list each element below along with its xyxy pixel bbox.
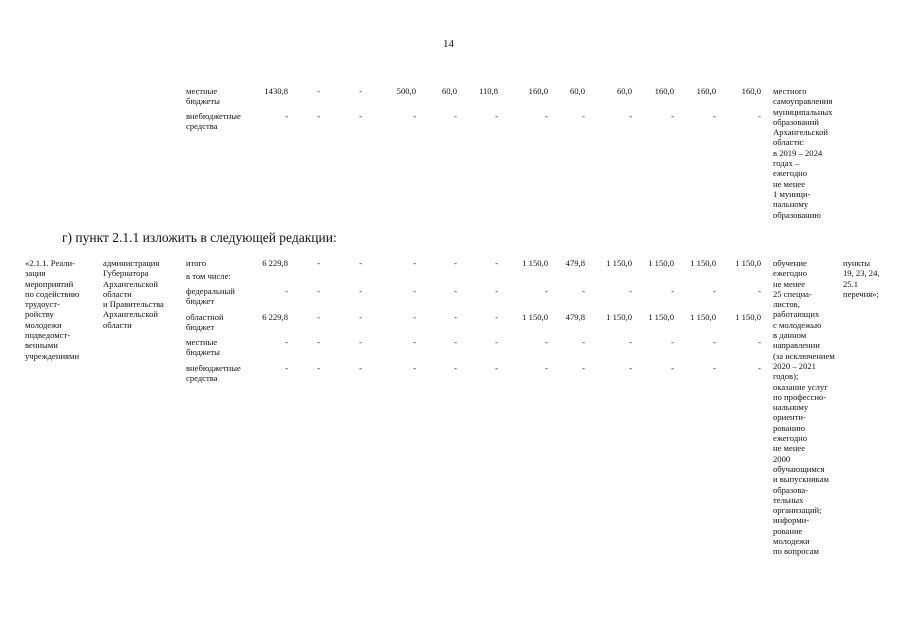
value-cell-col-3: - [359, 337, 362, 347]
value-cell-col-6: - [495, 258, 498, 268]
value-cell-col-9: 1 150,0 [606, 312, 632, 322]
value-cell-col-11: - [713, 286, 716, 296]
value-cell-col-1: - [285, 363, 288, 373]
result-cell-bottom: обучение ежегодно не менее 25 специа- листов, работающих с молодежью в данном направлении (за исключением 2020 – 2021 годов); оказание услуг по профессио- нальному ориенти- рованию ежегодно не менее 2000 обучающимся и выпускникам образова- тельных организаций; информи- рование молодежи по вопросам [773, 258, 835, 557]
value-cell-col-7: - [545, 286, 548, 296]
value-cell-col-3: - [359, 312, 362, 322]
value-cell-col-11: 1 150,0 [690, 312, 716, 322]
value-cell-col-7: - [545, 337, 548, 347]
value-cell-col-3: - [359, 111, 362, 121]
value-cell-col-5: - [454, 111, 457, 121]
value-cell-col-9: - [629, 286, 632, 296]
value-cell-col-2: - [317, 86, 320, 96]
value-cell-col-9: 1 150,0 [606, 258, 632, 268]
value-cell-col-10: - [671, 111, 674, 121]
row-label-extrabudgetary-2: внебюджетные средства [186, 363, 241, 384]
value-cell-col-5: - [454, 286, 457, 296]
value-cell-col-5: - [454, 312, 457, 322]
value-cell-col-10: 1 150,0 [648, 258, 674, 268]
value-cell-col-12: - [758, 363, 761, 373]
value-cell-col-9: - [629, 363, 632, 373]
value-cell-col-5: - [454, 363, 457, 373]
value-cell-col-8: 60,0 [569, 86, 585, 96]
value-cell-col-12: - [758, 286, 761, 296]
value-cell-col-12: - [758, 111, 761, 121]
value-cell-col-11: - [713, 363, 716, 373]
value-cell-col-12: 160,0 [741, 86, 761, 96]
value-cell-col-4: - [413, 258, 416, 268]
value-cell-col-5: - [454, 258, 457, 268]
value-cell-col-2: - [317, 258, 320, 268]
value-cell-col-1: - [285, 111, 288, 121]
value-cell-col-4: - [413, 337, 416, 347]
value-cell-col-4: - [413, 286, 416, 296]
value-cell-col-12: 1 150,0 [735, 258, 761, 268]
value-cell-col-3: - [359, 258, 362, 268]
value-cell-col-8: - [582, 111, 585, 121]
section-heading: г) пункт 2.1.1 изложить в следующей редакции: [62, 230, 337, 245]
value-cell-col-5: 60,0 [441, 86, 457, 96]
value-cell-col-10: - [671, 337, 674, 347]
value-cell-col-7: 160,0 [528, 86, 548, 96]
value-cell-col-7: - [545, 363, 548, 373]
value-cell-col-2: - [317, 111, 320, 121]
row-label-including: в том числе: [186, 271, 231, 281]
value-cell-col-9: - [629, 111, 632, 121]
points-cell: пункты 19, 23, 24, 25.1 перечня»; [843, 258, 880, 299]
page-number: 14 [443, 38, 454, 50]
value-cell-col-7: 1 150,0 [522, 312, 548, 322]
value-cell-col-7: 1 150,0 [522, 258, 548, 268]
value-cell-col-10: 160,0 [654, 86, 674, 96]
value-cell-col-11: - [713, 337, 716, 347]
value-cell-col-12: 1 150,0 [735, 312, 761, 322]
value-cell-col-4: - [413, 312, 416, 322]
row-label-extrabudgetary: внебюджетные средства [186, 111, 241, 132]
value-cell-col-2: - [317, 363, 320, 373]
value-cell-col-3: - [359, 363, 362, 373]
value-cell-col-11: 1 150,0 [690, 258, 716, 268]
value-cell-col-4: 500,0 [396, 86, 416, 96]
row-label-total: итого [186, 258, 207, 268]
measure-name-cell: «2.1.1. Реали- зация мероприятий по содействию трудоуст- ройству молодежи подведомст- венными учреждениями [25, 258, 80, 361]
value-cell-col-2: - [317, 312, 320, 322]
value-cell-col-4: - [413, 111, 416, 121]
value-cell-col-11: - [713, 111, 716, 121]
value-cell-col-4: - [413, 363, 416, 373]
value-cell-col-9: - [629, 337, 632, 347]
value-cell-col-12: - [758, 337, 761, 347]
value-cell-col-8: - [582, 337, 585, 347]
value-cell-col-1: - [285, 286, 288, 296]
value-cell-col-2: - [317, 337, 320, 347]
row-label-local-budgets: местные бюджеты [186, 86, 220, 107]
row-label-local: местные бюджеты [186, 337, 220, 358]
value-cell-col-6: 110,8 [478, 86, 498, 96]
value-cell-col-10: - [671, 286, 674, 296]
value-cell-col-8: 479,8 [565, 258, 585, 268]
value-cell-col-10: 1 150,0 [648, 312, 674, 322]
value-cell-col-6: - [495, 363, 498, 373]
row-label-federal: федеральный бюджет [186, 286, 235, 307]
value-cell-col-6: - [495, 312, 498, 322]
result-cell-top: местного самоуправления муниципальных образований Архангельской области: в 2019 – 2024 годах – ежегодно не менее 1 муници- пальному образованию [773, 86, 833, 220]
row-label-regional: областной бюджет [186, 312, 224, 333]
value-cell-col-11: 160,0 [696, 86, 716, 96]
value-cell-col-1: 6 229,8 [262, 312, 288, 322]
value-cell-col-9: 60,0 [616, 86, 632, 96]
value-cell-col-7: - [545, 111, 548, 121]
value-cell-col-8: 479,8 [565, 312, 585, 322]
value-cell-col-3: - [359, 86, 362, 96]
value-cell-col-10: - [671, 363, 674, 373]
value-cell-col-8: - [582, 286, 585, 296]
value-cell-col-2: - [317, 286, 320, 296]
value-cell-col-3: - [359, 286, 362, 296]
value-cell-col-6: - [495, 111, 498, 121]
value-cell-col-6: - [495, 337, 498, 347]
executor-cell: администрация Губернатора Архангельской области и Правительства Архангельской области [103, 258, 164, 330]
value-cell-col-6: - [495, 286, 498, 296]
value-cell-col-1: 6 229,8 [262, 258, 288, 268]
value-cell-col-1: 1430,8 [264, 86, 288, 96]
value-cell-col-8: - [582, 363, 585, 373]
value-cell-col-1: - [285, 337, 288, 347]
value-cell-col-5: - [454, 337, 457, 347]
